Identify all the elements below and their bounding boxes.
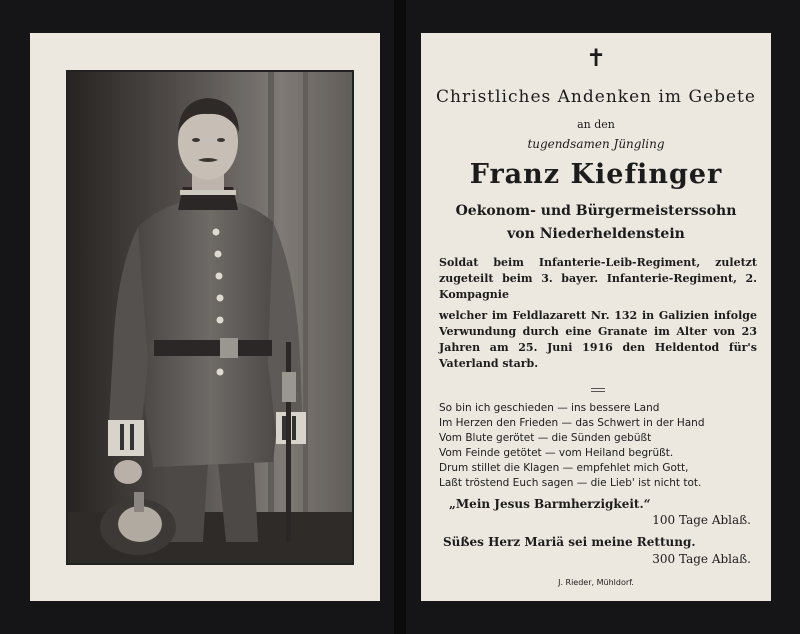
poem-line: Drum stillet die Klagen — empfehlet mich Gott,: [439, 462, 689, 474]
poem-line: Laßt tröstend Euch sagen — die Lieb' ist nicht tot.: [439, 477, 702, 489]
soldier-portrait-photo: [66, 70, 354, 565]
prayer-jesus: „Mein Jesus Barmherzigkeit.“: [449, 497, 651, 511]
poem: [439, 401, 765, 491]
death-paragraph: welcher im Feldlazarett Nr. 132 in Galizien infolge Verwundung durch eine Granate im Alter von 23 Jahren am 25. Juni 1916 den Heldentod für's Vaterland starb.: [439, 309, 757, 370]
photo-panel: [30, 33, 380, 601]
prayer-maria: Süßes Herz Mariä sei meine Rettung.: [443, 535, 696, 549]
poem-line: So bin ich geschieden — ins bessere Land: [439, 402, 660, 414]
poem-line: Vom Feinde getötet — vom Heiland begrüßt.: [439, 447, 674, 459]
indulgence-300: 300 Tage Ablaß.: [652, 552, 751, 566]
an-den: an den: [577, 118, 615, 131]
origin-line: von Niederheldenstein: [507, 226, 685, 242]
poem-line: Im Herzen den Frieden — das Schwert in der Hand: [439, 417, 705, 429]
cross-icon: ✝: [585, 44, 607, 72]
poem-line: Vom Blute gerötet — die Sünden gebüßt: [439, 432, 652, 444]
occupation-line: Oekonom- und Bürgermeisterssohn: [455, 203, 737, 219]
soldier-portrait-image: [68, 72, 352, 563]
printer-imprint: J. Rieder, Mühldorf.: [558, 578, 634, 587]
heading: Christliches Andenken im Gebete: [436, 87, 756, 107]
deceased-name: Franz Kiefinger: [469, 159, 723, 190]
service-paragraph: Soldat beim Infanterie-Leib-Regiment, zuletzt zugeteilt beim 3. bayer. Infanterie-Regiment, 2. Kompagnie: [439, 256, 757, 301]
text-panel: [421, 33, 771, 601]
tugend-line: tugendsamen Jüngling: [527, 137, 665, 151]
divider: [591, 391, 605, 392]
card-fold: [394, 0, 406, 634]
indulgence-100: 100 Tage Ablaß.: [652, 513, 751, 527]
divider: [591, 388, 605, 389]
